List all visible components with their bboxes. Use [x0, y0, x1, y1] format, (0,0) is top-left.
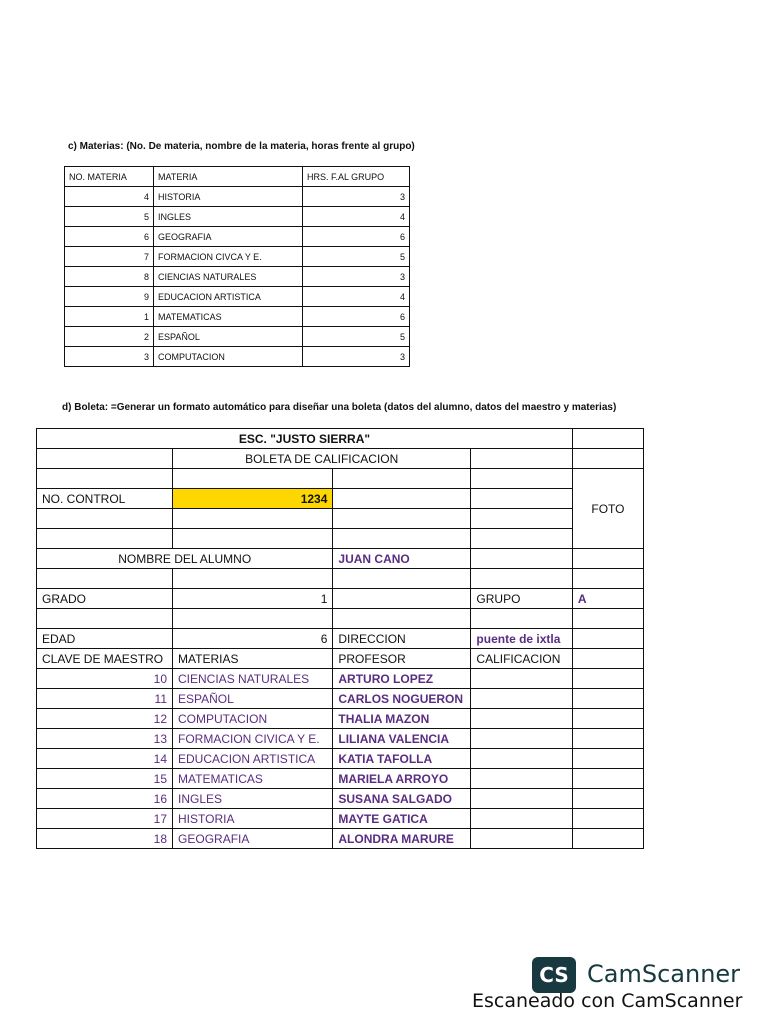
- calificacion-cell: [471, 709, 573, 729]
- clave-maestro: 16: [37, 789, 173, 809]
- camscanner-logo-icon: CS: [532, 957, 576, 993]
- subject-name: CIENCIAS NATURALES: [173, 669, 333, 689]
- blank-row: [37, 469, 644, 489]
- materia-row: [65, 307, 410, 327]
- no-control-value: 1234: [173, 489, 333, 509]
- section-c-heading: c) Materias: (No. De materia, nombre de la materia, horas frente al grupo): [68, 141, 415, 152]
- profesor-name: SUSANA SALGADO: [333, 789, 471, 809]
- subtitle-row: [37, 449, 644, 469]
- boleta-subject-row: [37, 669, 644, 689]
- materia-row: [65, 207, 410, 227]
- calificacion-cell: [471, 769, 573, 789]
- empty-cell: [572, 449, 643, 469]
- materia-row: [65, 267, 410, 287]
- subject-name: HISTORIA: [173, 809, 333, 829]
- header-materias: MATERIAS: [173, 649, 333, 669]
- materia-row: [65, 327, 410, 347]
- header-calificacion: CALIFICACION: [471, 649, 573, 669]
- subject-name: MATEMATICAS: [173, 769, 333, 789]
- direccion-value: puente de ixtla: [471, 629, 573, 649]
- subject-name: FORMACION CIVICA Y E.: [173, 729, 333, 749]
- subject-name: COMPUTACION: [173, 709, 333, 729]
- calificacion-cell: [471, 809, 573, 829]
- calificacion-cell: [471, 789, 573, 809]
- header-no-materia: NO. MATERIA: [65, 167, 154, 187]
- section-d-heading: d) Boleta: =Generar un formato automático para diseñar una boleta (datos del alumno, datos del maestro y materias): [62, 402, 617, 413]
- empty-cell: [572, 769, 643, 789]
- direccion-label: DIRECCION: [333, 629, 471, 649]
- empty-cell: [572, 729, 643, 749]
- materia-name: FORMACION CIVCA Y E.: [154, 247, 303, 267]
- blank-row: [37, 509, 644, 529]
- materia-hours: 3: [303, 267, 410, 287]
- clave-maestro: 11: [37, 689, 173, 709]
- clave-maestro: 14: [37, 749, 173, 769]
- clave-maestro: 17: [37, 809, 173, 829]
- grupo-label: GRUPO: [471, 589, 573, 609]
- calificacion-cell: [471, 729, 573, 749]
- calificacion-cell: [471, 749, 573, 769]
- materia-name: ESPAÑOL: [154, 327, 303, 347]
- materia-number: 5: [65, 207, 154, 227]
- materia-hours: 4: [303, 287, 410, 307]
- empty-cell: [572, 429, 643, 449]
- materia-number: 3: [65, 347, 154, 367]
- materia-name: MATEMATICAS: [154, 307, 303, 327]
- foto-box: FOTO: [572, 469, 643, 549]
- empty-cell: [37, 449, 173, 469]
- materia-hours: 5: [303, 327, 410, 347]
- boleta-table: [36, 428, 644, 849]
- materia-row: [65, 247, 410, 267]
- materia-name: HISTORIA: [154, 187, 303, 207]
- profesor-name: CARLOS NOGUERON: [333, 689, 471, 709]
- materia-number: 9: [65, 287, 154, 307]
- grado-row: [37, 589, 644, 609]
- grado-value: 1: [173, 589, 333, 609]
- materia-name: COMPUTACION: [154, 347, 303, 367]
- header-materia: MATERIA: [154, 167, 303, 187]
- materia-hours: 6: [303, 227, 410, 247]
- materia-row: [65, 187, 410, 207]
- boleta-subject-row: [37, 709, 644, 729]
- profesor-name: ARTURO LOPEZ: [333, 669, 471, 689]
- materia-name: EDUCACION ARTISTICA: [154, 287, 303, 307]
- materia-name: CIENCIAS NATURALES: [154, 267, 303, 287]
- calificacion-cell: [471, 669, 573, 689]
- materia-hours: 6: [303, 307, 410, 327]
- materia-number: 7: [65, 247, 154, 267]
- boleta-subject-row: [37, 789, 644, 809]
- calificacion-cell: [471, 689, 573, 709]
- profesor-name: LILIANA VALENCIA: [333, 729, 471, 749]
- boleta-subject-row: [37, 829, 644, 849]
- camscanner-brand: CamScanner: [587, 960, 741, 988]
- header-clave: CLAVE DE MAESTRO: [37, 649, 173, 669]
- empty-cell: [572, 789, 643, 809]
- subject-name: ESPAÑOL: [173, 689, 333, 709]
- calificacion-cell: [471, 829, 573, 849]
- clave-maestro: 15: [37, 769, 173, 789]
- no-control-row: [37, 489, 644, 509]
- materias-table: [64, 166, 410, 367]
- materia-row: [65, 287, 410, 307]
- header-hrs: HRS. F.AL GRUPO: [303, 167, 410, 187]
- school-row: [37, 429, 644, 449]
- boleta-subject-row: [37, 749, 644, 769]
- empty-cell: [572, 709, 643, 729]
- materia-number: 1: [65, 307, 154, 327]
- empty-cell: [572, 749, 643, 769]
- materia-hours: 5: [303, 247, 410, 267]
- clave-maestro: 13: [37, 729, 173, 749]
- edad-value: 6: [173, 629, 333, 649]
- camscanner-caption: Escaneado con CamScanner: [472, 990, 743, 1012]
- nombre-label: NOMBRE DEL ALUMNO: [37, 549, 333, 569]
- profesor-name: MARIELA ARROYO: [333, 769, 471, 789]
- clave-maestro: 18: [37, 829, 173, 849]
- subject-name: INGLES: [173, 789, 333, 809]
- boleta-header-row: [37, 649, 644, 669]
- profesor-name: MAYTE GATICA: [333, 809, 471, 829]
- header-profesor: PROFESOR: [333, 649, 471, 669]
- empty-cell: [572, 809, 643, 829]
- empty-cell: [572, 829, 643, 849]
- nombre-value: JUAN CANO: [333, 549, 471, 569]
- clave-maestro: 12: [37, 709, 173, 729]
- subject-name: EDUCACION ARTISTICA: [173, 749, 333, 769]
- materia-hours: 4: [303, 207, 410, 227]
- materia-number: 6: [65, 227, 154, 247]
- nombre-row: [37, 549, 644, 569]
- profesor-name: THALIA MAZON: [333, 709, 471, 729]
- grado-label: GRADO: [37, 589, 173, 609]
- school-name: ESC. "JUSTO SIERRA": [37, 429, 573, 449]
- boleta-subject-row: [37, 769, 644, 789]
- materia-name: INGLES: [154, 207, 303, 227]
- profesor-name: ALONDRA MARURE: [333, 829, 471, 849]
- grupo-value: A: [572, 589, 643, 609]
- materia-hours: 3: [303, 187, 410, 207]
- empty-cell: [471, 449, 573, 469]
- materia-row: [65, 227, 410, 247]
- empty-cell: [572, 689, 643, 709]
- profesor-name: KATIA TAFOLLA: [333, 749, 471, 769]
- materia-number: 8: [65, 267, 154, 287]
- boleta-subtitle: BOLETA DE CALIFICACION: [173, 449, 471, 469]
- blank-row: [37, 609, 644, 629]
- boleta-subject-row: [37, 809, 644, 829]
- subject-name: GEOGRAFIA: [173, 829, 333, 849]
- materia-name: GEOGRAFIA: [154, 227, 303, 247]
- materia-number: 2: [65, 327, 154, 347]
- materia-hours: 3: [303, 347, 410, 367]
- blank-row: [37, 569, 644, 589]
- materias-header-row: [65, 167, 410, 187]
- empty-cell: [572, 669, 643, 689]
- boleta-subject-row: [37, 689, 644, 709]
- edad-row: [37, 629, 644, 649]
- materia-number: 4: [65, 187, 154, 207]
- blank-row: [37, 529, 644, 549]
- boleta-subject-row: [37, 729, 644, 749]
- materia-row: [65, 347, 410, 367]
- clave-maestro: 10: [37, 669, 173, 689]
- no-control-label: NO. CONTROL: [37, 489, 173, 509]
- edad-label: EDAD: [37, 629, 173, 649]
